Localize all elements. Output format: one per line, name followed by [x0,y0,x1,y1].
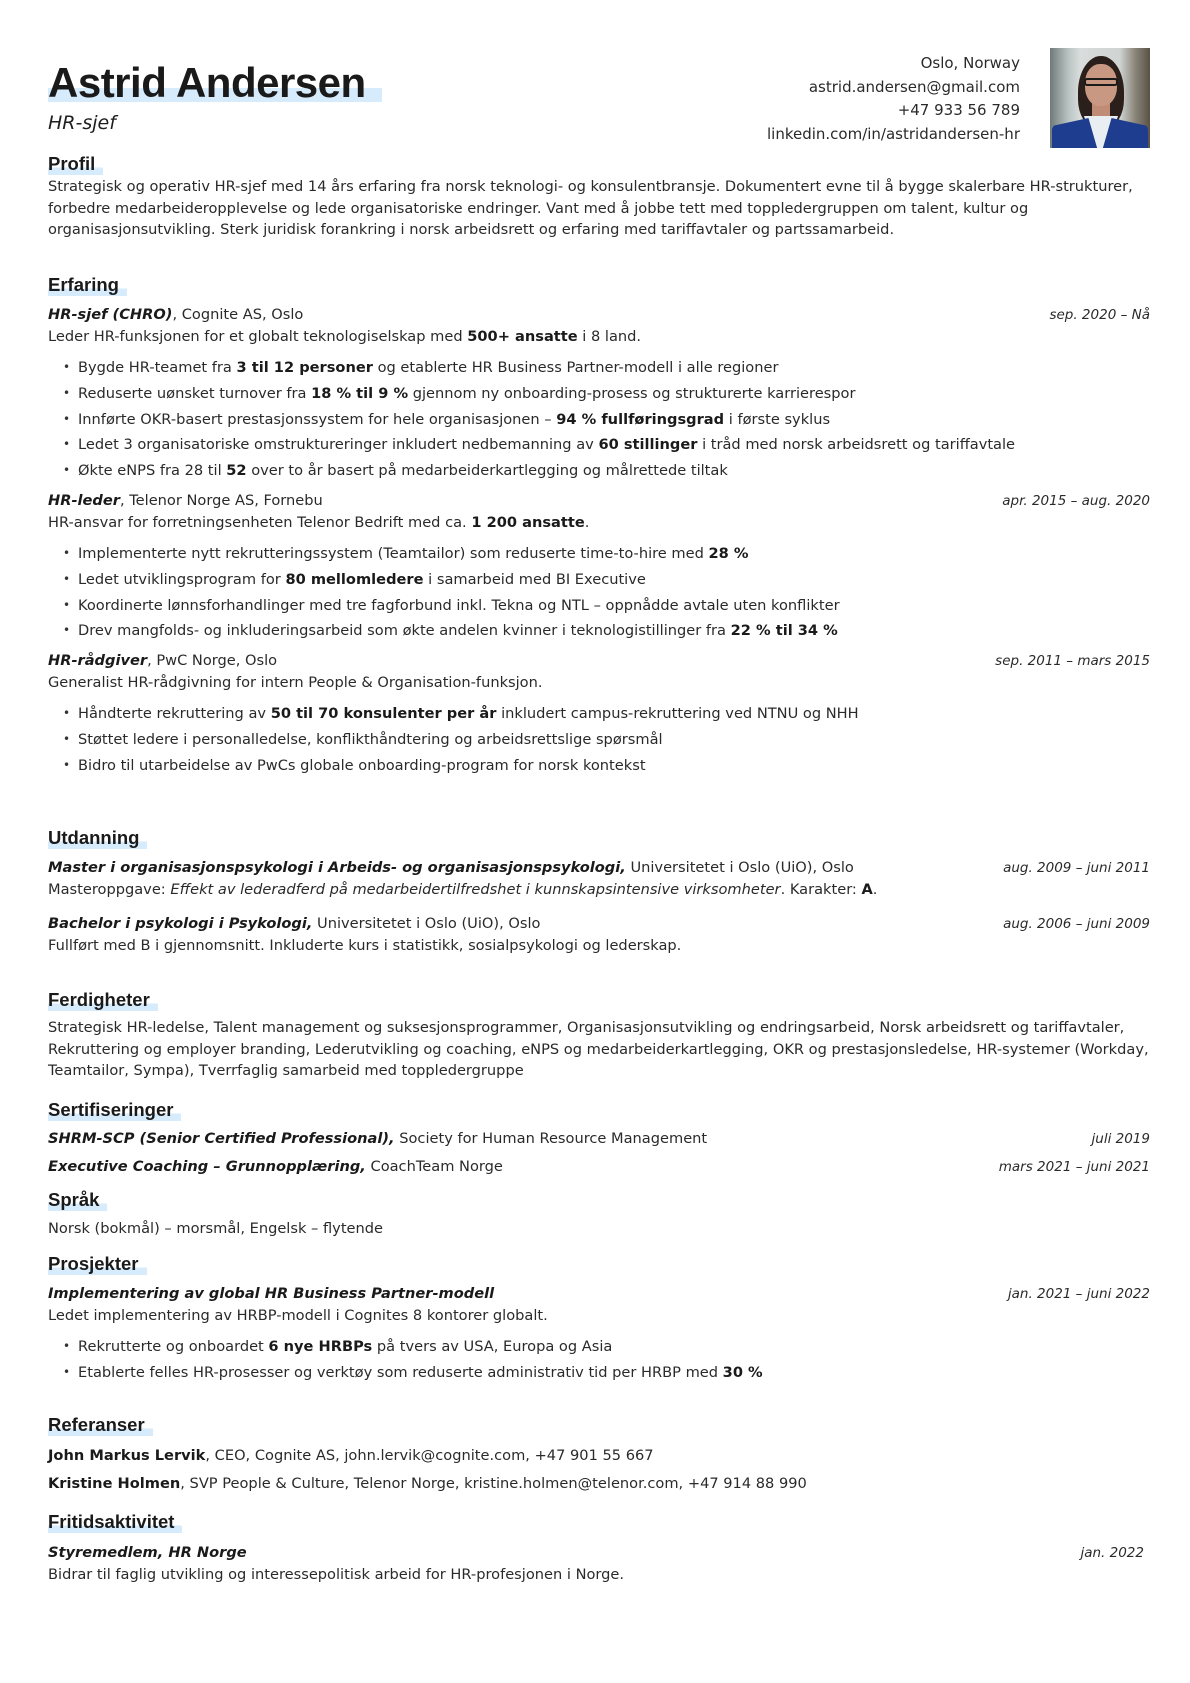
project-entry [48,1283,1150,1386]
activity-header [48,1542,1150,1564]
section-heading-references: Referanser [48,1414,153,1436]
bullet-item: • Håndterte rekruttering av 50 til 70 konsulenter per år inkludert campus-rekruttering ved NTNU og NHH [48,701,1150,727]
education-dates: aug. 2006 – juni 2009 [1003,916,1150,932]
school: Universitetet i Oslo (UiO), Oslo [312,915,541,932]
job-title: HR-leder [48,491,120,509]
section-education [48,827,1150,957]
section-heading-activities: Fritidsaktivitet [48,1511,182,1533]
job-summary: Leder HR-funksjonen for et globalt teknologiselskap med 500+ ansatte i 8 land. [48,328,642,345]
bullet-item: • Rekrutterte og onboardet 6 nye HRBPs på tvers av USA, Europa og Asia [48,1334,1150,1360]
reference-name: John Markus Lervik [48,1447,206,1464]
job-org: , Telenor Norge AS, Fornebu [119,491,323,509]
bullet-item: • Bygde HR-teamet fra 3 til 12 personer og etablerte HR Business Partner-modell i alle regioner [48,355,1150,381]
job-bullets [48,355,1150,484]
section-heading-experience: Erfaring [48,274,127,296]
certification-item [48,1128,1150,1150]
education-header [48,913,1150,935]
degree: Bachelor i psykologi i Psykologi, [48,915,313,932]
profile-text: Strategisk og operativ HR-sjef med 14 års erfaring fra norsk teknologi- og konsulentbransje. Dokumentert evne til å bygge skalerbare HR-strukturer, forbedre medarbeideropplevelse og lede organisatoriske endringer. Vant med å jobbe tett med toppledergruppen om talent, kultur og organisasjonsutvikling. Sterk juridisk forankring i norsk arbeidsrett og erfaring med tariffavtaler og partssamarbeid. [48,178,1133,238]
activity-entry [48,1542,1150,1586]
bullet-item: • Ledet utviklingsprogram for 80 mellomledere i samarbeid med BI Executive [48,567,1150,593]
skills-text: Strategisk HR-ledelse, Talent management og suksesjonsprogrammer, Organisasjonsutvikling og endringsarbeid, Norsk arbeidsrett og tariffavtaler, Rekruttering og employer branding, Lederutvikling og coaching, eNPS og medarbeiderkartlegging, OKR og prestasjonsledelse, HR-systemer (Workday, Teamtailor, Sympa), Tverrfaglig samarbeid med toppledergruppe [48,1019,1149,1079]
certification-dates: juli 2019 [1091,1131,1150,1147]
reference-item [48,1445,1150,1467]
certification-name: SHRM-SCP (Senior Certified Professional), [48,1130,395,1147]
education-dates: aug. 2009 – juni 2011 [1003,860,1150,876]
job-header [48,304,1150,326]
section-projects [48,1253,1150,1386]
section-heading-projects: Prosjekter [48,1253,147,1275]
section-heading-education: Utdanning [48,827,147,849]
project-summary: Ledet implementering av HRBP-modell i Cognites 8 kontorer globalt. [48,1307,548,1324]
bullet-item: • Økte eNPS fra 28 til 52 over to år basert på medarbeiderkartlegging og målrettede tiltak [48,458,1150,484]
section-heading-skills: Ferdigheter [48,989,158,1011]
job-entry [48,304,1150,484]
school: Universitetet i Oslo (UiO), Oslo [625,859,854,876]
job-bullets [48,701,1150,778]
section-profile [48,153,1150,241]
job-summary: HR-ansvar for forretningsenheten Telenor Bedrift med ca. 1 200 ansatte. [48,513,590,531]
reference-name: Kristine Holmen [48,1475,181,1492]
project-dates: jan. 2021 – juni 2022 [1007,1286,1150,1302]
job-org: , Cognite AS, Oslo [172,306,304,323]
job-entry [48,490,1150,644]
education-entry [48,857,1150,901]
project-header [48,1283,1150,1305]
activity-dates: jan. 2022 [1080,1545,1144,1561]
job-title: HR-sjef (CHRO) [48,306,173,323]
candidate-title: HR-sjef [48,112,116,134]
bullet-item: • Støttet ledere i personalledelse, konflikthåndtering og arbeidsrettslige spørsmål [48,727,1150,753]
section-heading-certifications: Sertifiseringer [48,1099,181,1121]
contact-email[interactable]: astrid.andersen@gmail.com [808,77,1020,96]
contact-linkedin[interactable]: linkedin.com/in/astridandersen-hr [766,124,1020,143]
certification-item [48,1156,1150,1178]
section-experience [48,274,1150,779]
job-header [48,650,1150,672]
profile-photo [1050,48,1150,148]
bullet-item: • Koordinerte lønnsforhandlinger med tre fagforbund inkl. Tekna og NTL – oppnådde avtale uten konflikter [48,593,1150,619]
certification-issuer: Society for Human Resource Management [394,1130,708,1147]
degree: Master i organisasjonspsykologi i Arbeids- og organisasjonspsykologi, [48,859,626,876]
education-detail: Fullført med B i gjennomsnitt. Inkluderte kurs i statistikk, sosialpsykologi og lederskap. [48,937,682,954]
job-header [48,490,1150,512]
section-activities [48,1511,1150,1586]
job-bullets [48,541,1150,644]
certification-issuer: CoachTeam Norge [365,1158,503,1175]
education-entry [48,913,1150,957]
candidate-name: Astrid Andersen [48,62,382,104]
job-dates: sep. 2020 – Nå [1049,307,1150,323]
bullet-item: • Bidro til utarbeidelse av PwCs globale onboarding-program for norsk kontekst [48,753,1150,779]
section-heading-languages: Språk [48,1189,107,1211]
bullet-item: • Etablerte felles HR-prosesser og verktøy som reduserte administrativ tid per HRBP med 30 % [48,1360,1150,1386]
activity-summary: Bidrar til faglig utvikling og interessepolitisk arbeid for HR-profesjonen i Norge. [48,1566,625,1583]
bullet-item: • Implementerte nytt rekrutteringssystem (Teamtailor) som reduserte time-to-hire med 28 % [48,541,1150,567]
bullet-item: • Reduserte uønsket turnover fra 18 % til 9 % gjennom ny onboarding-prosess og strukturerte karrierespor [48,381,1150,407]
contact-phone[interactable]: +47 933 56 789 [897,101,1020,119]
project-title: Implementering av global HR Business Partner-modell [48,1285,495,1302]
job-dates: sep. 2011 – mars 2015 [995,653,1150,670]
section-heading-profile: Profil [48,153,103,175]
activity-title: Styremedlem, HR Norge [48,1544,247,1561]
reference-item [48,1473,1150,1495]
bullet-item: • Drev mangfolds- og inkluderingsarbeid som økte andelen kvinner i teknologistillinger fra 22 % til 34 % [48,618,1150,644]
job-entry [48,650,1150,778]
contact-location: Oslo, Norway [920,54,1020,72]
job-title: HR-rådgiver [48,652,148,670]
reference-details: , SVP People & Culture, Telenor Norge, kristine.holmen@telenor.com, +47 914 88 990 [180,1475,807,1492]
job-org: , PwC Norge, Oslo [147,652,278,670]
job-dates: apr. 2015 – aug. 2020 [1002,492,1150,509]
job-summary: Generalist HR-rådgivning for intern People & Organisation-funksjon. [48,674,543,692]
section-certifications [48,1099,1150,1178]
certification-name: Executive Coaching – Grunnopplæring, [48,1158,366,1175]
reference-details: , CEO, Cognite AS, john.lervik@cognite.com, +47 901 55 667 [205,1447,654,1464]
section-languages [48,1189,1150,1240]
bullet-item: • Ledet 3 organisatoriske omstruktureringer inkludert nedbemanning av 60 stillinger i tråd med norsk arbeidsrett og tariffavtale [48,432,1150,458]
certification-dates: mars 2021 – juni 2021 [998,1159,1150,1175]
bullet-item: • Innførte OKR-basert prestasjonssystem for hele organisasjonen – 94 % fullføringsgrad i første syklus [48,407,1150,433]
project-bullets [48,1334,1150,1386]
contact-block [767,52,1020,146]
section-references [48,1414,1150,1495]
languages-text: Norsk (bokmål) – morsmål, Engelsk – flytende [48,1220,384,1237]
section-skills [48,989,1150,1082]
education-detail: Masteroppgave: Effekt av lederadferd på medarbeidertilfredshet i kunnskapsintensive virksomheter. Karakter: A. [48,881,878,898]
education-header [48,857,1150,879]
